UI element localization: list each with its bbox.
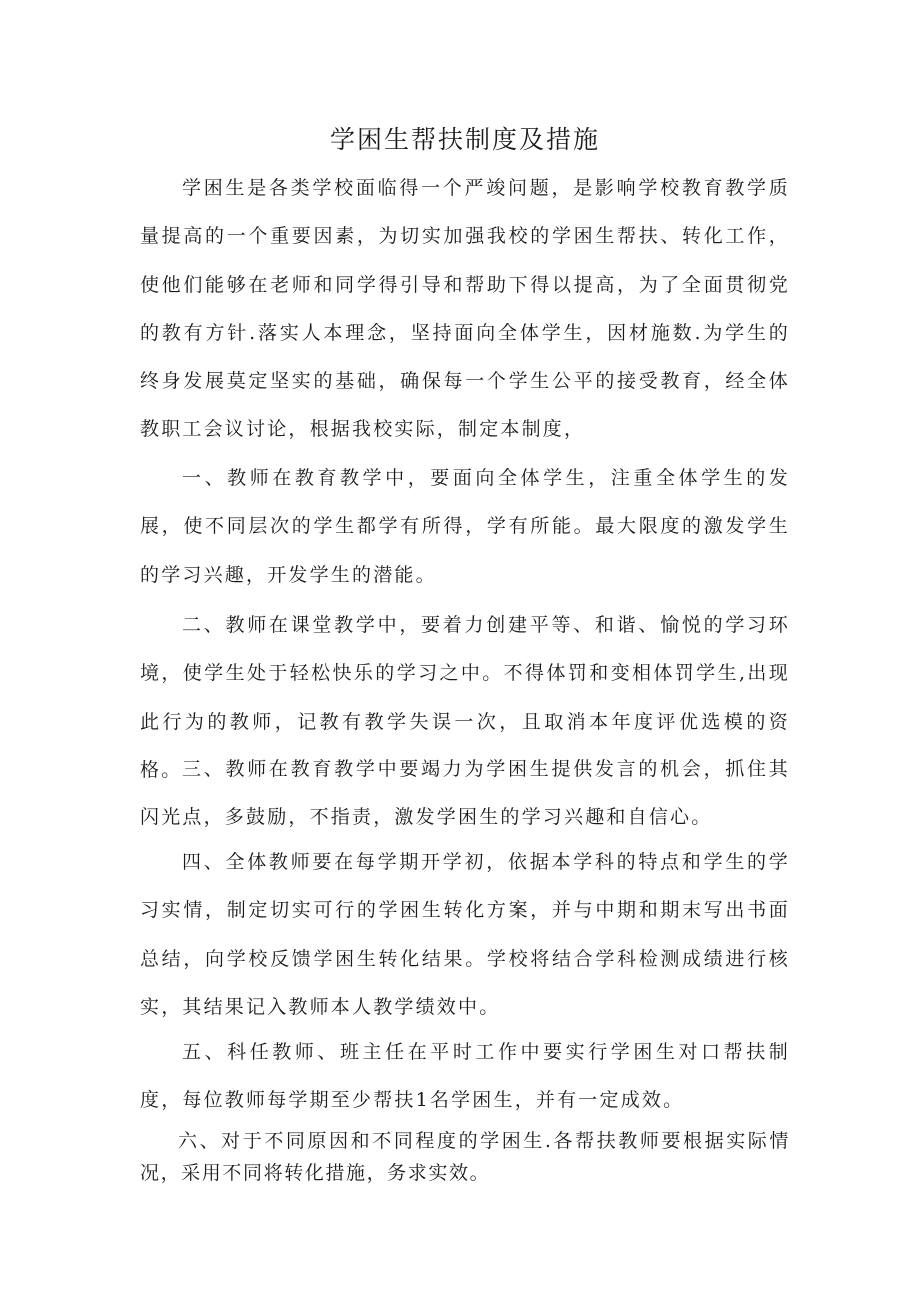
rule-paragraph-3: 三、教师在教育教学中要竭力为学困生提供发言的机会，抓住其闪光点，多鼓励，不指责，激发学困生的学习兴趣和自信心。 [140,758,790,829]
intro-paragraph: 学困生是各类学校面临得一个严竣问题，是影响学校教育教学质量提高的一个重要因素，为切实加强我校的学困生帮扶、转化工作，使他们能够在老师和同学得引导和帮助下得以提高，为了全面贯彻党的教有方针.落实人本理念，坚持面向全体学生，因材施数.为学生的终身发展莫定坚实的基础，确保每一个学生公平的接受教育，经全体教职工会议讨论，根据我校实际，制定本制度， [140,177,790,441]
rule-paragraph-5: 五、科任教师、班主任在平时工作中要实行学困生对口帮扶制度，每位教师每学期至少帮扶1名学困生，并有一定成效。 [140,1041,790,1112]
rule-paragraph-6: 六、对于不同原因和不同程度的学困生.各帮扶教师要根据实际情况，采用不同将转化措施，务求实效。 [140,1130,790,1184]
rule-paragraph-2: 二、教师在课堂教学中，要着力创建平等、和谐、愉悦的学习环境，使学生处于轻松快乐的学习之中。不得体罚和变相体罚学生,出现此行为的教师，记教有教学失误一次，且取消本年度评优选模的资格。 [140,614,790,781]
document-title: 学困生帮扶制度及措施 [329,125,600,154]
rule-paragraph-1: 一、教师在教育教学中，要面向全体学生，注重全体学生的发展，使不同层次的学生都学有所得，学有所能。最大限度的激发学生的学习兴趣，开发学生的潜能。 [140,467,790,586]
rule-paragraph-4: 四、全体教师要在每学期开学初，依据本学科的特点和学生的学习实情，制定切实可行的学困生转化方案，并与中期和期末写出书面总结，向学校反馈学困生转化结果。学校将结合学科检测成绩进行核实，其结果记入教师本人教学绩效中。 [140,851,790,1018]
